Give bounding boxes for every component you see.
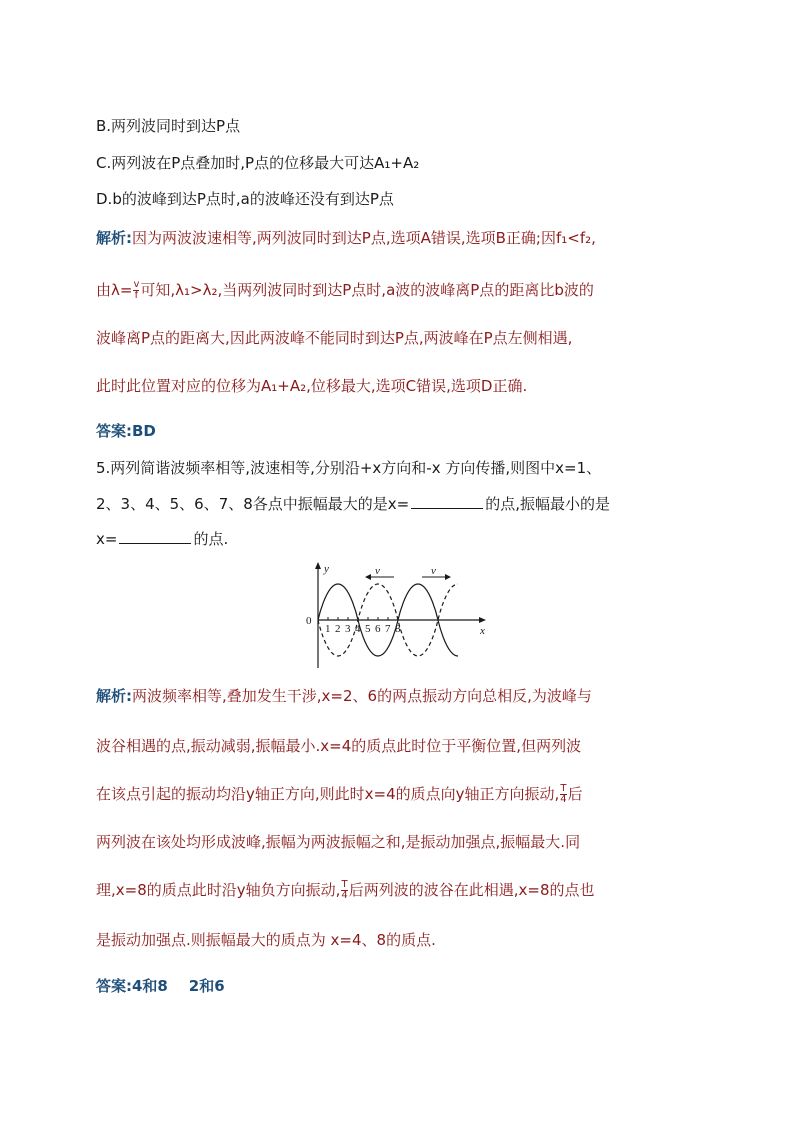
option-c: C.两列波在P点叠加时,P点的位移最大可达A₁+A₂ (96, 154, 420, 172)
q5-explanation-line-5 (96, 880, 595, 901)
q4-answer-value: BD (132, 422, 156, 440)
tick-label-4: 4 (355, 623, 361, 635)
q4-explain-text-2-post: 可知,λ₁>λ₂,当两列波同时到达P点时,a波的波峰离P点的距离比b波的 (140, 281, 594, 299)
tick-label-2: 2 (335, 623, 341, 635)
q5-explain-5-post: 后两列波的波谷在此相遇,x=8的点也 (348, 881, 595, 899)
q4-fraction (133, 280, 139, 301)
q4-explanation-line-1 (96, 228, 596, 248)
tick-label-3: 3 (345, 623, 351, 635)
q4-fraction-num: v (133, 279, 140, 290)
x-axis-label: x (480, 625, 485, 637)
option-b: B.两列波同时到达P点 (96, 117, 241, 135)
q5-fraction-1 (560, 784, 566, 805)
q5-fraction-2-num: T (341, 879, 348, 890)
y-axis-label: y (324, 563, 329, 575)
q5-explain-text-1: 两波频率相等,叠加发生干涉,x=2、6的两点振动方向总相反,为波峰与 (132, 687, 592, 705)
q5-answer-value: 4和8 2和6 (132, 977, 225, 995)
tick-label-1: 1 (325, 623, 331, 635)
q5-stem-2-pre: 2、3、4、5、6、7、8各点中振幅最大的是x= (96, 495, 410, 513)
q5-fraction-2 (341, 880, 347, 901)
q5-answer (96, 976, 225, 996)
x-axis-arrow (479, 617, 486, 623)
q4-explanation-line-2 (96, 280, 594, 301)
q4-explain-label: 解析: (96, 229, 132, 247)
wave-diagram (304, 560, 494, 672)
q4-answer-label: 答案: (96, 422, 132, 440)
q5-explanation-line-6: 是振动加强点.则振幅最大的质点为 x=4、8的质点. (96, 931, 436, 949)
q5-stem-2-post: 的点,振幅最小的是 (485, 495, 611, 513)
tick-label-8: 8 (395, 623, 401, 635)
q5-stem-line-1: 5.两列简谐波频率相等,波速相等,分别沿+x方向和-x 方向传播,则图中x=1、 (96, 459, 602, 477)
answer-blank-max (411, 494, 483, 509)
q5-explanation-line-2: 波谷相遇的点,振动减弱,振幅最小.x=4的质点此时位于平衡位置,但两列波 (96, 737, 582, 755)
q4-explain-text-1: 因为两波波速相等,两列波同时到达P点,选项A错误,选项B正确;因f₁<f₂, (132, 229, 596, 247)
tick-label-7: 7 (385, 623, 391, 635)
q5-stem-line-2 (96, 494, 610, 514)
q5-stem-3-post: 的点. (193, 530, 229, 548)
q5-explanation-line-1 (96, 686, 592, 706)
origin-label: 0 (306, 615, 312, 627)
q5-stem-line-3 (96, 529, 228, 549)
wave-figure (304, 560, 494, 672)
q4-explain-text-2-pre: 由λ= (96, 281, 133, 299)
q4-fraction-den: f (134, 290, 139, 301)
v-right-arrow-head (445, 574, 451, 580)
q5-explain-3-pre: 在该点引起的振动均沿y轴正方向,则此时x=4的质点向y轴正方向振动, (96, 785, 560, 803)
q5-explain-3-post: 后 (567, 785, 583, 803)
q4-answer (96, 421, 156, 441)
y-axis-arrow (315, 562, 321, 569)
q5-fraction-2-den: 4 (341, 890, 348, 901)
q5-explanation-line-4: 两列波在该处均形成波峰,振幅为两波振幅之和,是振动加强点,振幅最大.同 (96, 833, 581, 851)
option-d: D.b的波峰到达P点时,a的波峰还没有到达P点 (96, 190, 394, 208)
v-left-arrow-head (365, 574, 371, 580)
tick-label-5: 5 (365, 623, 371, 635)
v-right-label: v (431, 565, 436, 577)
q4-explanation-line-4: 此时此位置对应的位移为A₁+A₂,位移最大,选项C错误,选项D正确. (96, 377, 528, 395)
q5-stem-3-pre: x= (96, 530, 118, 548)
tick-label-6: 6 (375, 623, 381, 635)
v-left-label: v (375, 565, 380, 577)
q5-explain-label: 解析: (96, 687, 132, 705)
q5-answer-label: 答案: (96, 977, 132, 995)
q5-fraction-1-num: T (560, 783, 567, 794)
q4-explanation-line-3: 波峰离P点的距离大,因此两波峰不能同时到达P点,两波峰在P点左侧相遇, (96, 329, 573, 347)
q5-explain-5-pre: 理,x=8的质点此时沿y轴负方向振动, (96, 881, 341, 899)
q5-explanation-line-3 (96, 784, 583, 805)
q5-fraction-1-den: 4 (560, 794, 567, 805)
answer-blank-min (119, 529, 191, 544)
